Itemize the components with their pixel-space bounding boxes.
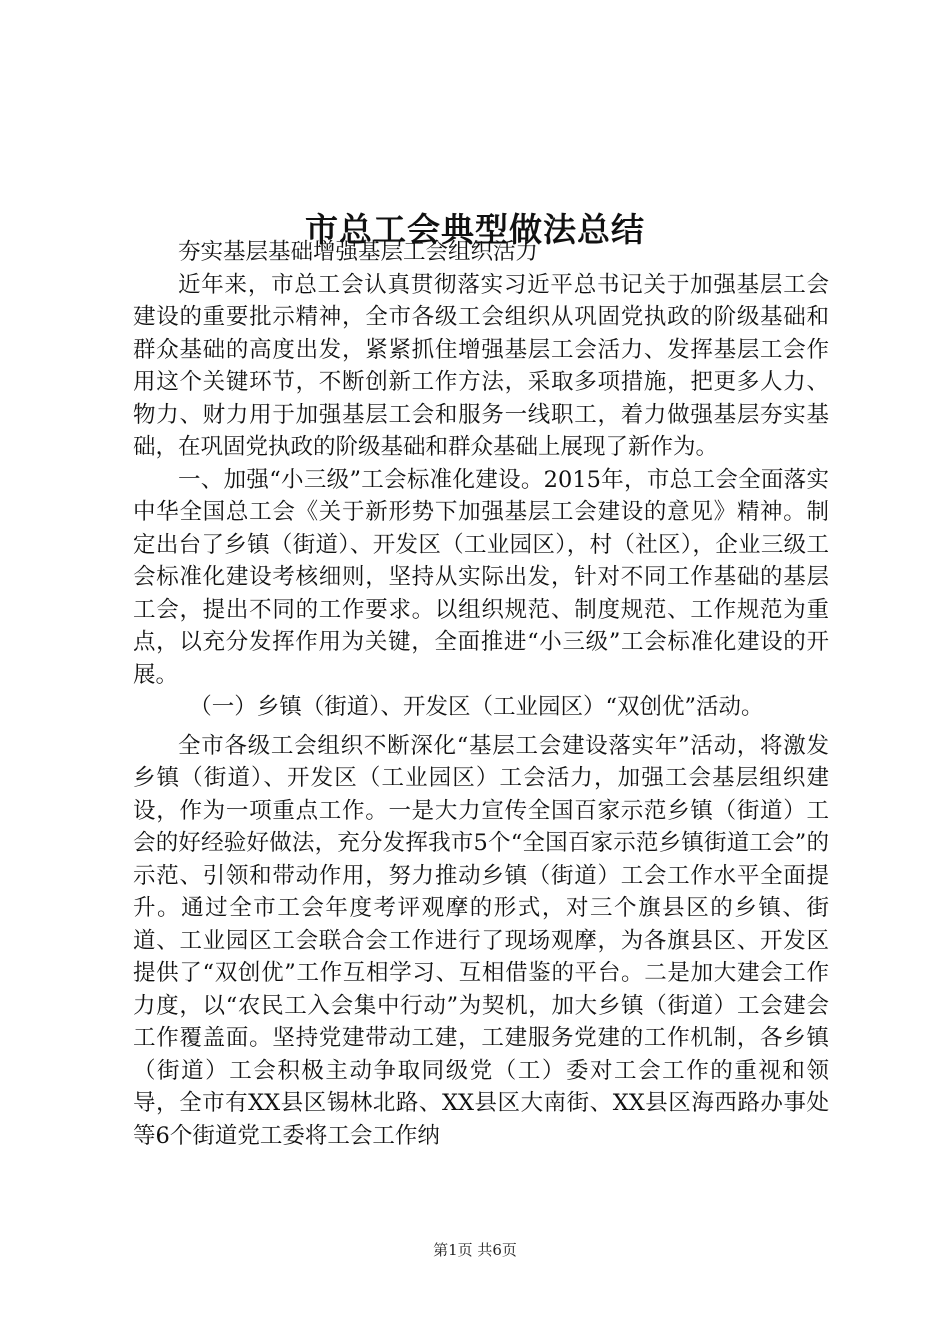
document-title: 市总工会典型做法总结 bbox=[305, 210, 645, 250]
intro-paragraph: 近年来，市总工会认真贯彻落实习近平总书记关于加强基层工会建设的重要批示精神，全市各级工会组织从巩固党执政的阶级基础和群众基础的高度出发，紧紧抓住增强基层工会活力、发挥基层工会作用这个关键环节，不断创新工作方法，采取多项措施，把更多人力、物力、财力用于加强基层工会和服务一线职工，着力做强基层夯实基础，在巩固党执政的阶级基础和群众基础上展现了新作为。 bbox=[133, 271, 829, 460]
subsection-body-paragraph: 全市各级工会组织不断深化“基层工会建设落实年”活动，将激发乡镇（街道）、开发区（工业园区）工会活力，加强工会基层组织建设，作为一项重点工作。一是大力宣传全国百家示范乡镇（街道）工会的好经验好做法，充分发挥我市5个“全国百家示范乡镇街道工会”的示范、引领和带动作用，努力推动乡镇（街道）工会工作水平全面提升。通过全市工会年度考评观摩的形式，对三个旗县区的乡镇、街道、工业园区工会联合会工作进行了现场观摩，为各旗县区、开发区提供了“双创优”工作互相学习、互相借鉴的平台。二是加大建会工作力度，以“农民工入会集中行动”为契机，加大乡镇（街道）工会建会工作覆盖面。坚持党建带动工建，工建服务党建的工作机制，各乡镇（街道）工会积极主动争取同级党（工）委对工会工作的重视和领导，全市有XX县区锡林北路、XX县区大南街、XX县区海西路办事处等6个街道党工委将工会工作纳 bbox=[133, 732, 829, 1149]
document-body bbox=[133, 236, 829, 1152]
page-footer: 第1页 共6页 bbox=[433, 1241, 517, 1259]
section-one-paragraph: 一、加强“小三级”工会标准化建设。2015年，市总工会全面落实中华全国总工会《关于新形势下加强基层工会建设的意见》精神。制定出台了乡镇（街道）、开发区（工业园区），村（社区），企业三级工会标准化建设考核细则，坚持从实际出发，针对不同工作基础的基层工会，提出不同的工作要求。以组织规范、制度规范、工作规范为重点，以充分发挥作用为关键，全面推进“小三级”工会标准化建设的开展。 bbox=[133, 466, 829, 688]
subsection-heading: （一）乡镇（街道）、开发区（工业园区）“双创优”活动。 bbox=[189, 694, 764, 720]
subtitle-paragraph: 夯实基层基础增强基层工会组织活力 bbox=[178, 239, 539, 265]
